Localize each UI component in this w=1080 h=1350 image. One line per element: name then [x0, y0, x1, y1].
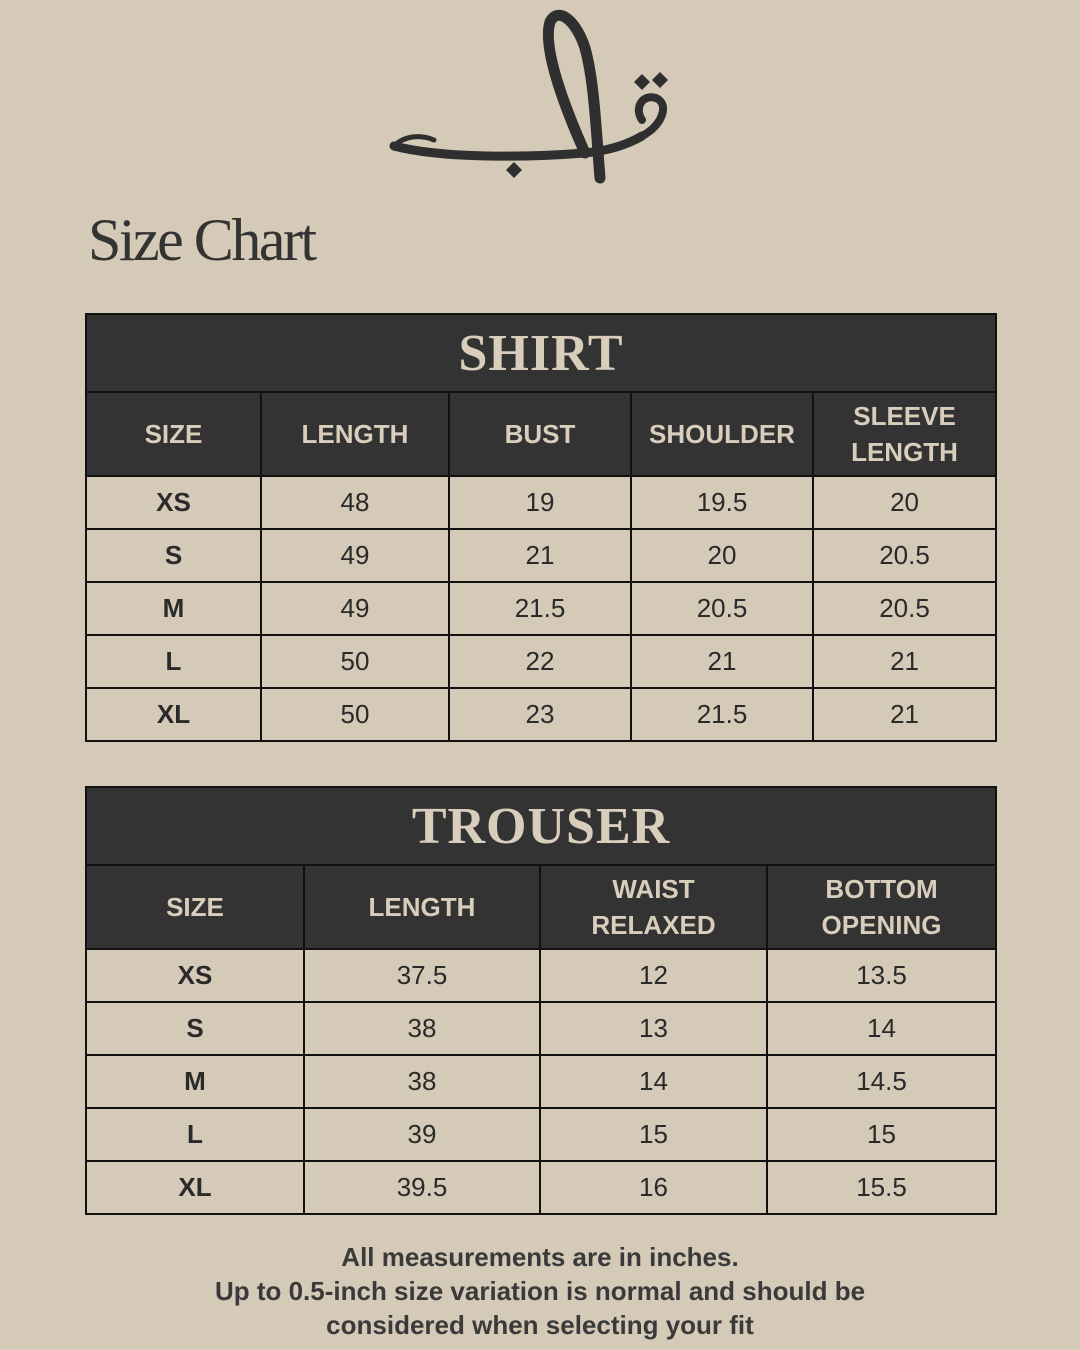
table-cell: 20 — [813, 476, 996, 529]
column-header-size: SIZE — [86, 392, 261, 476]
table-cell: 50 — [261, 688, 449, 741]
table-cell: 21 — [813, 688, 996, 741]
note-line: Up to 0.5-inch size variation is normal and should be — [214, 1276, 866, 1306]
table-row — [86, 476, 996, 529]
table-row — [86, 1161, 996, 1214]
column-header-bottom-opening: BOTTOM OPENING — [767, 865, 996, 949]
table-cell: 39.5 — [304, 1161, 540, 1214]
size-cell: XS — [86, 476, 261, 529]
table-cell: 21 — [631, 635, 813, 688]
table-cell: 23 — [449, 688, 631, 741]
size-cell: M — [86, 1055, 304, 1108]
table-cell: 38 — [304, 1055, 540, 1108]
table-cell: 49 — [261, 529, 449, 582]
table-cell: 14.5 — [767, 1055, 996, 1108]
column-header-sleeve-length: SLEEVE LENGTH — [813, 392, 996, 476]
table-cell: 21.5 — [449, 582, 631, 635]
measurement-note — [0, 1240, 1080, 1342]
table-row — [86, 688, 996, 741]
table-cell: 15 — [767, 1108, 996, 1161]
table-cell: 13.5 — [767, 949, 996, 1002]
table-row — [86, 582, 996, 635]
size-cell: S — [86, 1002, 304, 1055]
table-cell: 15.5 — [767, 1161, 996, 1214]
table-cell: 38 — [304, 1002, 540, 1055]
size-cell: L — [86, 635, 261, 688]
column-header-bust: BUST — [449, 392, 631, 476]
column-header-length: LENGTH — [261, 392, 449, 476]
table-row — [86, 1055, 996, 1108]
table-row — [86, 1002, 996, 1055]
table-cell: 20 — [631, 529, 813, 582]
table-cell: 20.5 — [813, 582, 996, 635]
table-row — [86, 1108, 996, 1161]
size-cell: XL — [86, 1161, 304, 1214]
table-cell: 21 — [449, 529, 631, 582]
table-cell: 14 — [767, 1002, 996, 1055]
table-cell: 49 — [261, 582, 449, 635]
table-cell: 21 — [813, 635, 996, 688]
table-cell: 21.5 — [631, 688, 813, 741]
table-cell: 12 — [540, 949, 767, 1002]
table-cell: 20.5 — [813, 529, 996, 582]
size-cell: L — [86, 1108, 304, 1161]
table-row — [86, 635, 996, 688]
size-cell: M — [86, 582, 261, 635]
table-cell: 14 — [540, 1055, 767, 1108]
table-row — [86, 949, 996, 1002]
size-cell: XS — [86, 949, 304, 1002]
size-cell: XL — [86, 688, 261, 741]
shirt-size-table — [85, 313, 997, 742]
table-cell: 20.5 — [631, 582, 813, 635]
size-cell: S — [86, 529, 261, 582]
shirt-table-title: SHIRT — [86, 314, 996, 392]
column-header-length: LENGTH — [304, 865, 540, 949]
column-header-waist-relaxed: WAIST RELAXED — [540, 865, 767, 949]
arabic-calligraphy-logo — [380, 8, 680, 193]
table-cell: 15 — [540, 1108, 767, 1161]
note-line: considered when selecting your fit — [326, 1310, 754, 1340]
trouser-size-table — [85, 786, 997, 1215]
page-title: Size Chart — [88, 207, 315, 273]
column-header-shoulder: SHOULDER — [631, 392, 813, 476]
table-cell: 37.5 — [304, 949, 540, 1002]
table-row — [86, 529, 996, 582]
note-line: All measurements are in inches. — [341, 1242, 739, 1272]
trouser-table-title: TROUSER — [86, 787, 996, 865]
table-cell: 16 — [540, 1161, 767, 1214]
table-cell: 22 — [449, 635, 631, 688]
column-header-size: SIZE — [86, 865, 304, 949]
table-cell: 13 — [540, 1002, 767, 1055]
table-cell: 50 — [261, 635, 449, 688]
table-cell: 19.5 — [631, 476, 813, 529]
table-cell: 19 — [449, 476, 631, 529]
table-cell: 48 — [261, 476, 449, 529]
table-cell: 39 — [304, 1108, 540, 1161]
